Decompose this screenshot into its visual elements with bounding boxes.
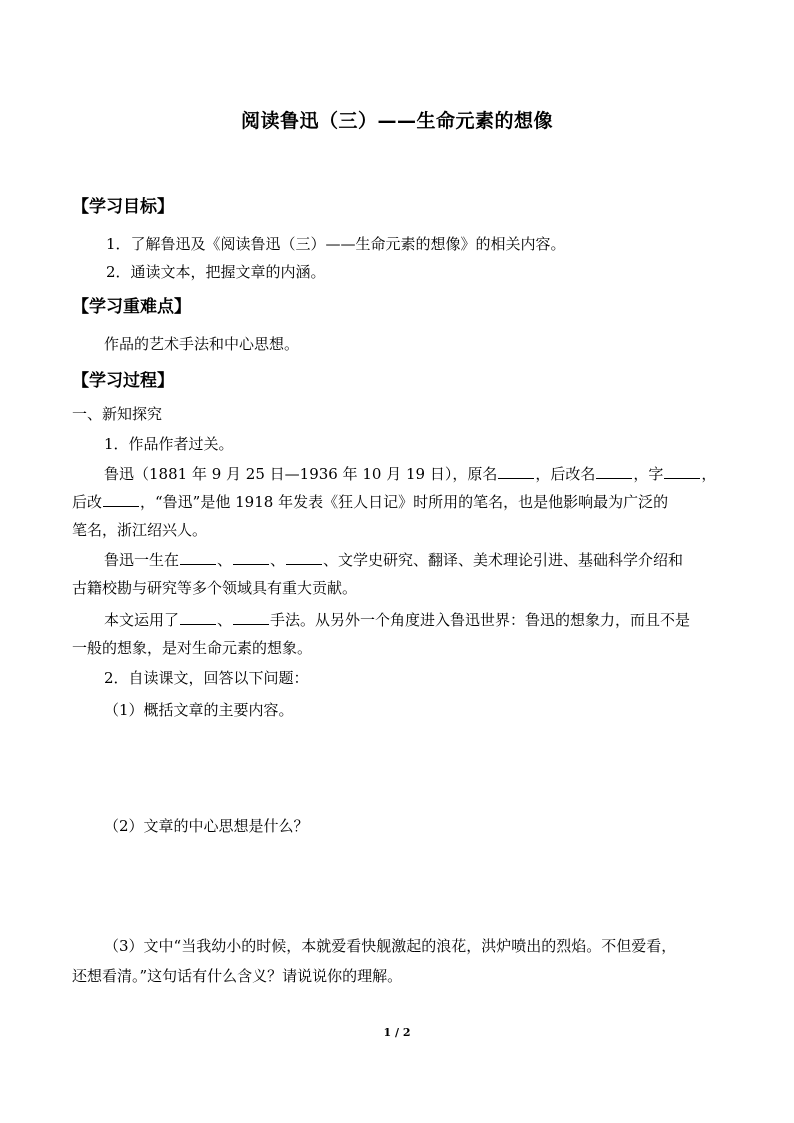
q1-paragraph1-line2 (72, 492, 668, 512)
goal-item-2: 2．通读文本，把握文章的内涵。 (106, 263, 326, 281)
q1-p1-text-b: ，后改名 (535, 465, 596, 483)
q1-p1-text-f: ，“鲁迅”是他 1918 年发表《狂人日记》时所用的笔名，也是他影响最为广泛的 (140, 493, 669, 511)
blank-field-2[interactable] (233, 550, 269, 565)
q1-p1-text-a: 鲁迅（1881 年 9 月 25 日—1936 年 10 月 19 日），原名 (104, 465, 498, 483)
question2-sub2: （2）文章的中心思想是什么？ (104, 817, 309, 835)
blank-new-name[interactable] (596, 464, 632, 479)
blank-later-changed[interactable] (103, 492, 139, 507)
q1-p1-text-d: ， (701, 465, 717, 483)
q1-p1-text-c: ，字 (633, 465, 664, 483)
question1-title: 1．作品作者过关。 (104, 435, 234, 453)
document-title: 阅读鲁迅（三）——生命元素的想像 (240, 110, 553, 132)
q1-p3-text-b: 手法。从另外一个角度进入鲁迅世界：鲁迅的想象力，而且不是 (270, 611, 691, 629)
goal-item-1: 1．了解鲁迅及《阅读鲁迅（三）——生命元素的想像》的相关内容。 (106, 235, 566, 253)
blank-technique-1[interactable] (180, 610, 216, 625)
question2-sub3-line2: 还想看清。”这句话有什么含义？请说说你的理解。 (72, 967, 403, 985)
q1-paragraph2-line1 (104, 550, 683, 570)
q1-paragraph3-line1 (104, 610, 690, 630)
blank-field-3[interactable] (286, 550, 322, 565)
q1-p3-separator: 、 (217, 611, 233, 629)
q1-p1-text-e: 后改 (72, 493, 103, 511)
q1-p2-text-a: 鲁迅一生在 (104, 551, 180, 569)
blank-field-1[interactable] (180, 550, 216, 565)
section-heading-process: 【学习过程】 (72, 371, 174, 391)
section-heading-key-points: 【学习重难点】 (72, 297, 191, 317)
key-points-text: 作品的艺术手法和中心思想。 (104, 335, 300, 353)
q1-p2-text-b: 、文学史研究、翻译、美术理论引进、基础科学介绍和 (323, 551, 684, 569)
section-heading-goals: 【学习目标】 (72, 197, 174, 217)
question2-sub3-line1: （3）文中“当我幼小的时候，本就爱看快舰激起的浪花，洪炉喷出的烈焰。不但爱看， (104, 937, 677, 955)
page-indicator: 1 / 2 (383, 1026, 411, 1039)
q1-p2-separator-1: 、 (217, 551, 233, 569)
blank-technique-2[interactable] (233, 610, 269, 625)
blank-original-name[interactable] (498, 464, 534, 479)
q1-paragraph2-line2: 古籍校勘与研究等多个领域具有重大贡献。 (72, 579, 358, 597)
q1-p3-text-a: 本文运用了 (104, 611, 180, 629)
part1-title: 一、新知探究 (72, 405, 163, 423)
question2-sub1: （1）概括文章的主要内容。 (104, 701, 294, 719)
blank-courtesy-name[interactable] (664, 464, 700, 479)
q1-paragraph1-line3: 笔名，浙江绍兴人。 (72, 521, 208, 539)
question2-title: 2．自读课文，回答以下问题： (104, 669, 309, 687)
q1-paragraph1-line1 (104, 464, 716, 484)
q1-p2-separator-2: 、 (270, 551, 286, 569)
q1-paragraph3-line2: 一般的想象，是对生命元素的想象。 (72, 639, 313, 657)
